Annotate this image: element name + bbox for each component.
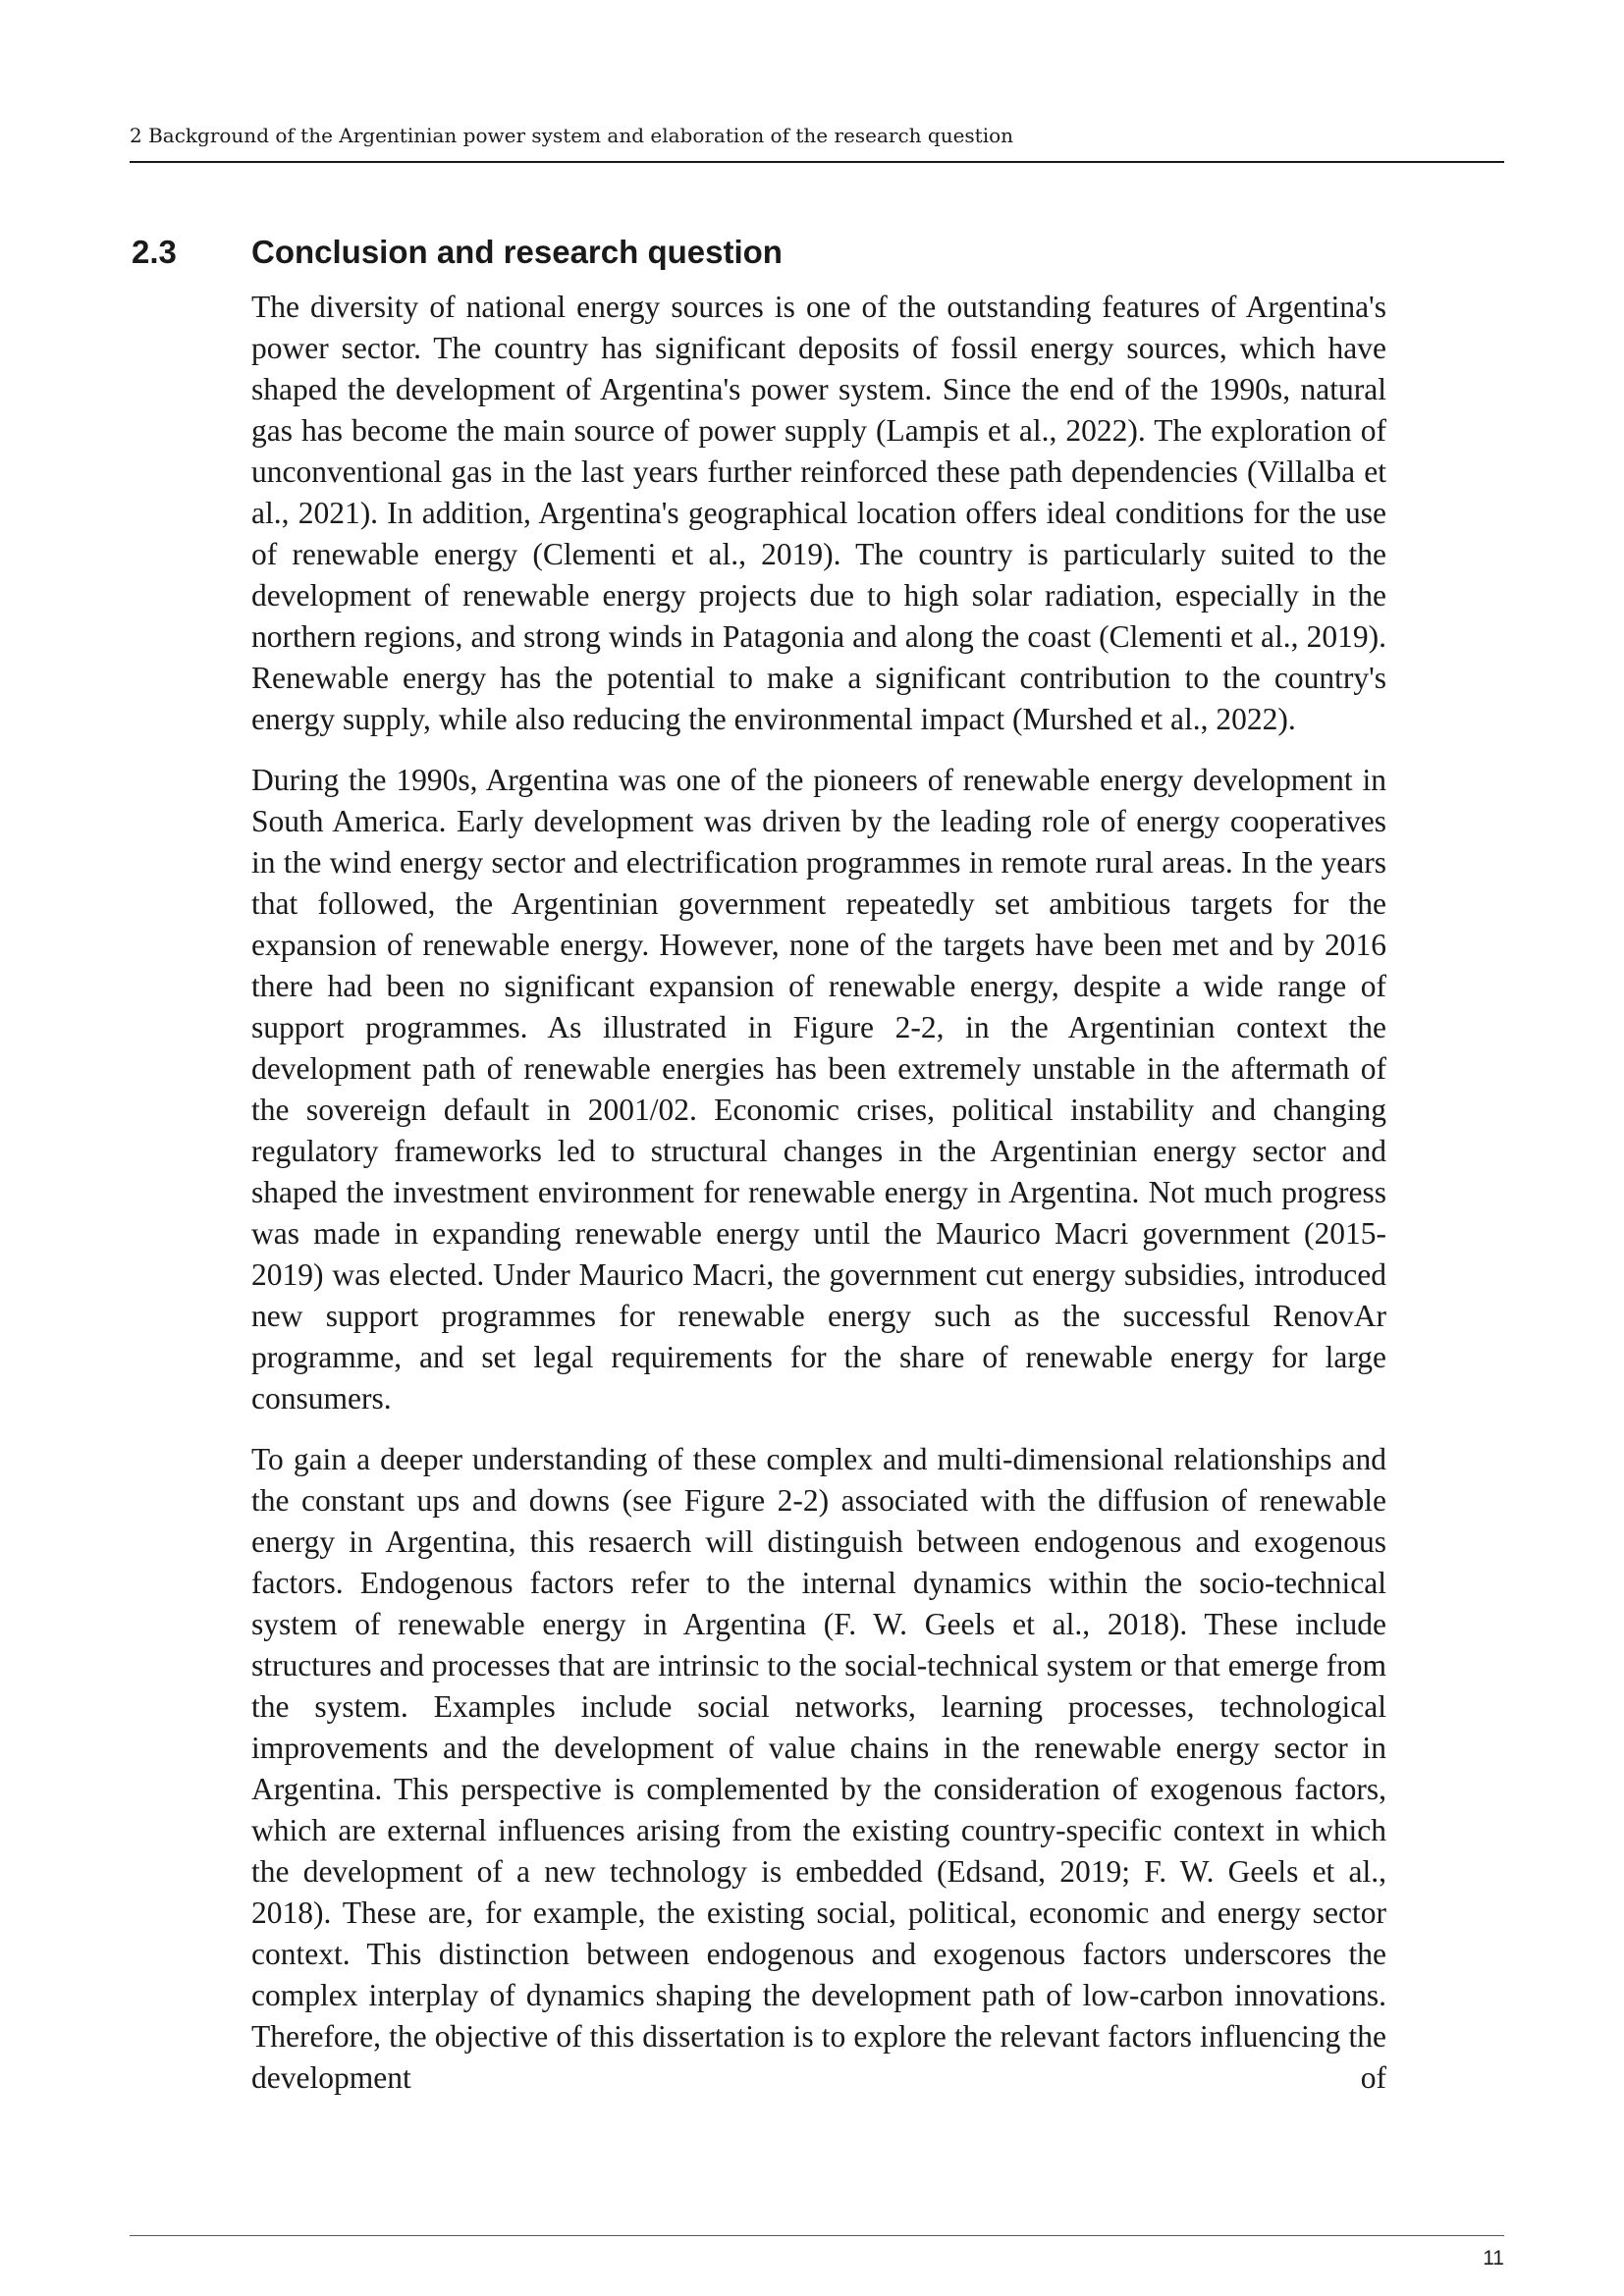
paragraph-2: During the 1990s, Argentina was one of the pioneers of renewable energy development in South America. Early development was driven by the leading role of energy cooperatives in the wind energy sector and electrification programmes in remote rural areas. In the years that followed, the Argentinian government repeatedly set ambitious targets for the expansion of renewable energy. However, none of the targets have been met and by 2016 there had been no significant expansion of renewable energy, despite a wide range of support programmes. As illustrated in Figure 2-2, in the Argentinian context the development path of renewable energies has been extremely unstable in the aftermath of the sovereign default in 2001/02. Economic crises, political instability and changing regulatory frameworks led to structural changes in the Argentinian energy sector and shaped the investment environment for renewable energy in Argentina. Not much progress was made in expanding renewable energy until the Maurico Macri government (2015-2019) was elected. Under Maurico Macri, the government cut energy subsidies, introduced new support programmes for renewable energy such as the successful RenovAr programme, and set legal requirements for the share of renewable energy for large consumers. — [251, 763, 1386, 1415]
paragraph-3: To gain a deeper understanding of these complex and multi-dimensional relationships and the constant ups and downs (see Figure 2-2) associated with the diffusion of renewable energy in Argentina, this resaerch will distinguish between endogenous and exogenous factors. Endogenous factors refer to the internal dynamics within the socio-technical system of renewable energy in Argentina (F. W. Geels et al., 2018). These include structures and processes that are intrinsic to the social-technical system or that emerge from the system. Examples include social networks, learning processes, technological improvements and the development of value chains in the renewable energy sector in Argentina. This perspective is complemented by the consideration of exogenous factors, which are external influences arising from the existing country-specific context in which the development of a new technology is embedded (Edsand, 2019; F. W. Geels et al., 2018). These are, for example, the existing social, political, economic and energy sector context. This distinction between endogenous and exogenous factors underscores the complex interplay of dynamics shaping the development path of low-carbon innovations. Therefore, the objective of this dissertation is to explore the relevant factors influencing the development of — [251, 1442, 1386, 2095]
header-rule — [130, 161, 1504, 163]
footer-rule — [130, 2235, 1504, 2236]
paragraph-1: The diversity of national energy sources is one of the outstanding features of Argentina's power sector. The country has significant deposits of fossil energy sources, which have shaped the development of Argentina's power system. Since the end of the 1990s, natural gas has become the main source of power supply (Lampis et al., 2022). The exploration of unconventional gas in the last years further reinforced these path dependencies (Villalba et al., 2021). In addition, Argentina's geographical location offers ideal conditions for the use of renewable energy (Clementi et al., 2019). The country is particularly suited to the development of renewable energy projects due to high solar radiation, especially in the northern regions, and strong winds in Patagonia and along the coast (Clementi et al., 2019). Renewable energy has the potential to make a significant contribution to the country's energy supply, while also reducing the environmental impact (Murshed et al., 2022). — [251, 290, 1386, 736]
running-header: 2 Background of the Argentinian power system and elaboration of the research question — [130, 124, 1014, 147]
page-number: 11 — [1483, 2247, 1504, 2269]
section-title: Conclusion and research question — [251, 234, 783, 270]
body-text — [251, 287, 1386, 2118]
section-number: 2.3 — [132, 234, 177, 270]
